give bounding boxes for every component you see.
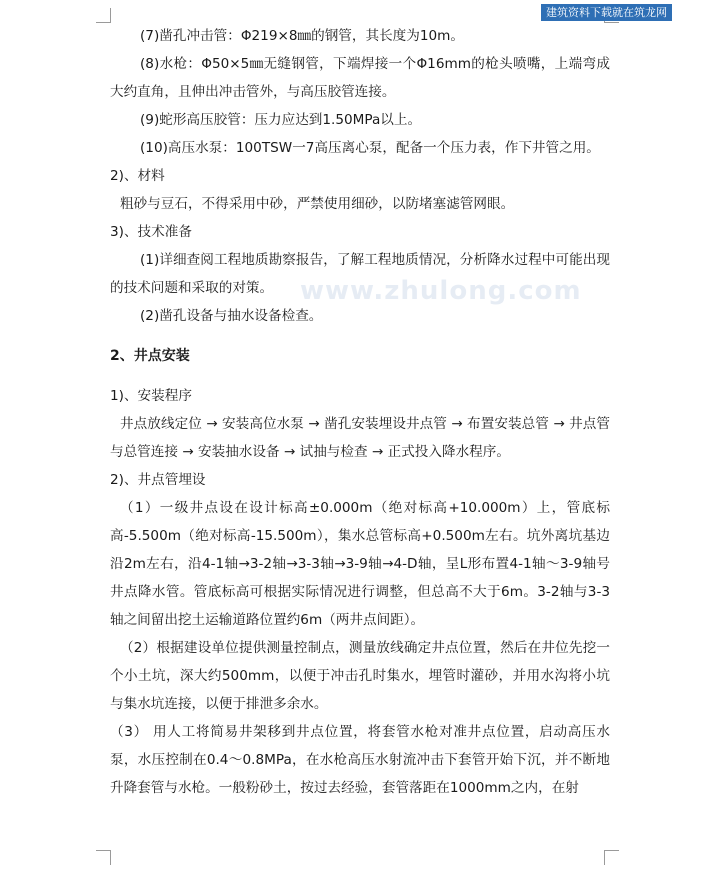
watermark-text: www.zhulong.com xyxy=(300,276,582,306)
page-corner-mark xyxy=(96,8,111,23)
paragraph: （2）根据建设单位提供测量控制点，测量放线确定井点位置，然后在井位先挖一个小土坑，深大约500mm，以便于冲击孔时集水，埋管时灌砂，并用水沟将小坑与集水坑连接，以便于排泄多余水。 xyxy=(110,640,610,712)
document-body xyxy=(110,22,610,802)
list-item: (8)水枪：Φ50×5㎜无缝钢管，下端焊接一个Φ16mm的枪头喷嘴，上端弯成大约直角，且伸出冲击管外，与高压胶管连接。 xyxy=(110,56,610,100)
list-item: (2)凿孔设备与抽水设备检查。 xyxy=(140,308,323,324)
list-item: (10)高压水泵：100TSW一7高压离心泵，配备一个压力表，作下井管之用。 xyxy=(140,140,600,156)
section-heading: 2、井点安装 xyxy=(110,348,190,364)
page-corner-mark xyxy=(96,850,111,865)
paragraph: （3） 用人工将简易井架移到井点位置，将套管水枪对准井点位置，启动高压水泵，水压控制在0.4～0.8MPa，在水枪高压水射流冲击下套管开始下沉，并不断地升降套管与水枪。一般粉砂土，按过去经验，套管落距在1000mm之内，在射 xyxy=(110,724,610,796)
page-corner-mark xyxy=(604,850,619,865)
subheading-well-burying: 2)、井点管埋设 xyxy=(110,472,206,488)
list-item: (9)蛇形高压胶管：压力应达到1.50MPa以上。 xyxy=(140,112,422,128)
site-banner[interactable]: 建筑资料下载就在筑龙网 xyxy=(541,4,672,21)
list-item: (7)凿孔冲击管：Φ219×8㎜的钢管，其长度为10m。 xyxy=(140,28,464,44)
subheading-materials: 2)、材料 xyxy=(110,168,165,184)
subheading-install-procedure: 1)、安装程序 xyxy=(110,388,192,404)
list-item: (1)详细查阅工程地质勘察报告，了解工程地质情况，分析降水过程中可能出现的技术问题和采取的对策。 xyxy=(110,252,610,296)
paragraph: 粗砂与豆石，不得采用中砂，严禁使用细砂，以防堵塞滤管网眼。 xyxy=(120,196,515,212)
paragraph: 井点放线定位 → 安装高位水泵 → 凿孔安装埋设井点管 → 布置安装总管 → 井点管与总管连接 → 安装抽水设备 → 试抽与检查 → 正式投入降水程序。 xyxy=(110,416,610,460)
paragraph: （1）一级井点设在设计标高±0.000m（绝对标高+10.000m）上，管底标高-5.500m（绝对标高-15.500m），集水总管标高+0.500m左右。坑外离坑基边沿2m左右，沿4-1轴→3-2轴→3-3轴→3-9轴→4-D轴，呈L形布置4-1轴～3-9轴号井点降水管。管底标高可根据实际情况进行调整，但总高不大于6m。3-2轴与3-3轴之间留出挖土运输道路位置约6m（两井点间距）。 xyxy=(110,500,610,628)
subheading-tech-prep: 3)、技术准备 xyxy=(110,224,192,240)
